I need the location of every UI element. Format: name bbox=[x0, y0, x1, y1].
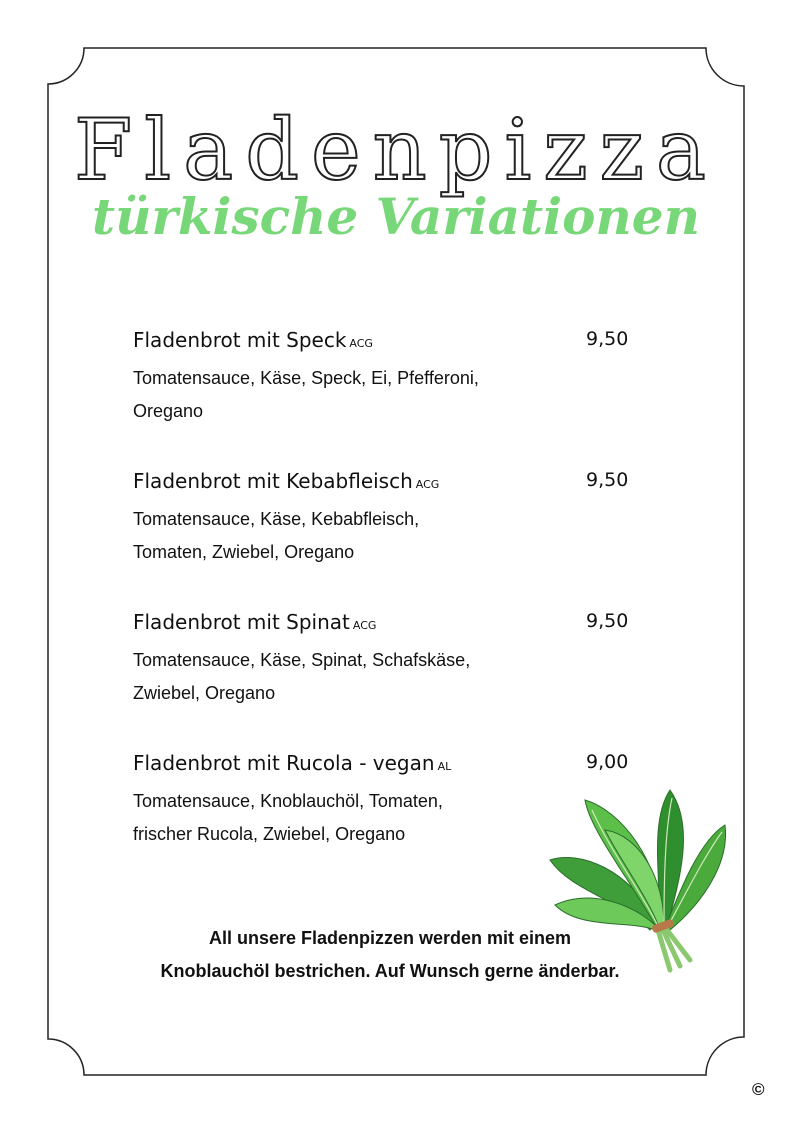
footnote-line: All unsere Fladenpizzen werden mit einem bbox=[208, 928, 572, 948]
description-line: Oregano bbox=[133, 401, 204, 421]
description-line: Tomaten, Zwiebel, Oregano bbox=[133, 542, 355, 562]
menu-title: Fladenpizza bbox=[73, 101, 719, 199]
menu-item-description bbox=[133, 644, 533, 710]
menu-item-price: 9,50 bbox=[586, 328, 629, 350]
menu-item-price: 9,00 bbox=[586, 751, 629, 773]
description-line: frischer Rucola, Zwiebel, Oregano bbox=[133, 824, 406, 844]
allergen-code: ACG bbox=[349, 337, 373, 350]
menu-item-price: 9,50 bbox=[586, 469, 629, 491]
description-line: Tomatensauce, Knoblauchöl, Tomaten, bbox=[133, 791, 443, 811]
menu-item-price: 9,50 bbox=[586, 610, 629, 632]
allergen-code: ACG bbox=[352, 619, 377, 632]
menu-item-description bbox=[133, 362, 533, 428]
menu-item-name: Fladenbrot mit Spinat bbox=[133, 610, 350, 634]
copyright-mark: © bbox=[752, 1080, 765, 1099]
description-line: Tomatensauce, Käse, Spinat, Schafskäse, bbox=[133, 650, 471, 670]
menu-item-description bbox=[133, 785, 533, 851]
menu-item-description bbox=[133, 503, 533, 569]
description-line: Tomatensauce, Käse, Speck, Ei, Pfefferoni, bbox=[133, 368, 479, 388]
menu-footnote bbox=[120, 922, 660, 988]
menu-subtitle: türkische Variationen bbox=[92, 187, 700, 246]
menu-item-name: Fladenbrot mit Rucola - vegan bbox=[133, 751, 435, 775]
description-line: Tomatensauce, Käse, Kebabfleisch, bbox=[133, 509, 420, 529]
description-line: Zwiebel, Oregano bbox=[133, 683, 276, 703]
allergen-code: AL bbox=[437, 760, 452, 773]
footnote-line: Knoblauchöl bestrichen. Auf Wunsch gerne änderbar. bbox=[160, 961, 620, 981]
allergen-code: ACG bbox=[415, 478, 440, 491]
menu-item-name: Fladenbrot mit Kebabfleisch bbox=[133, 469, 413, 493]
menu-item-name: Fladenbrot mit Speck bbox=[133, 328, 347, 352]
